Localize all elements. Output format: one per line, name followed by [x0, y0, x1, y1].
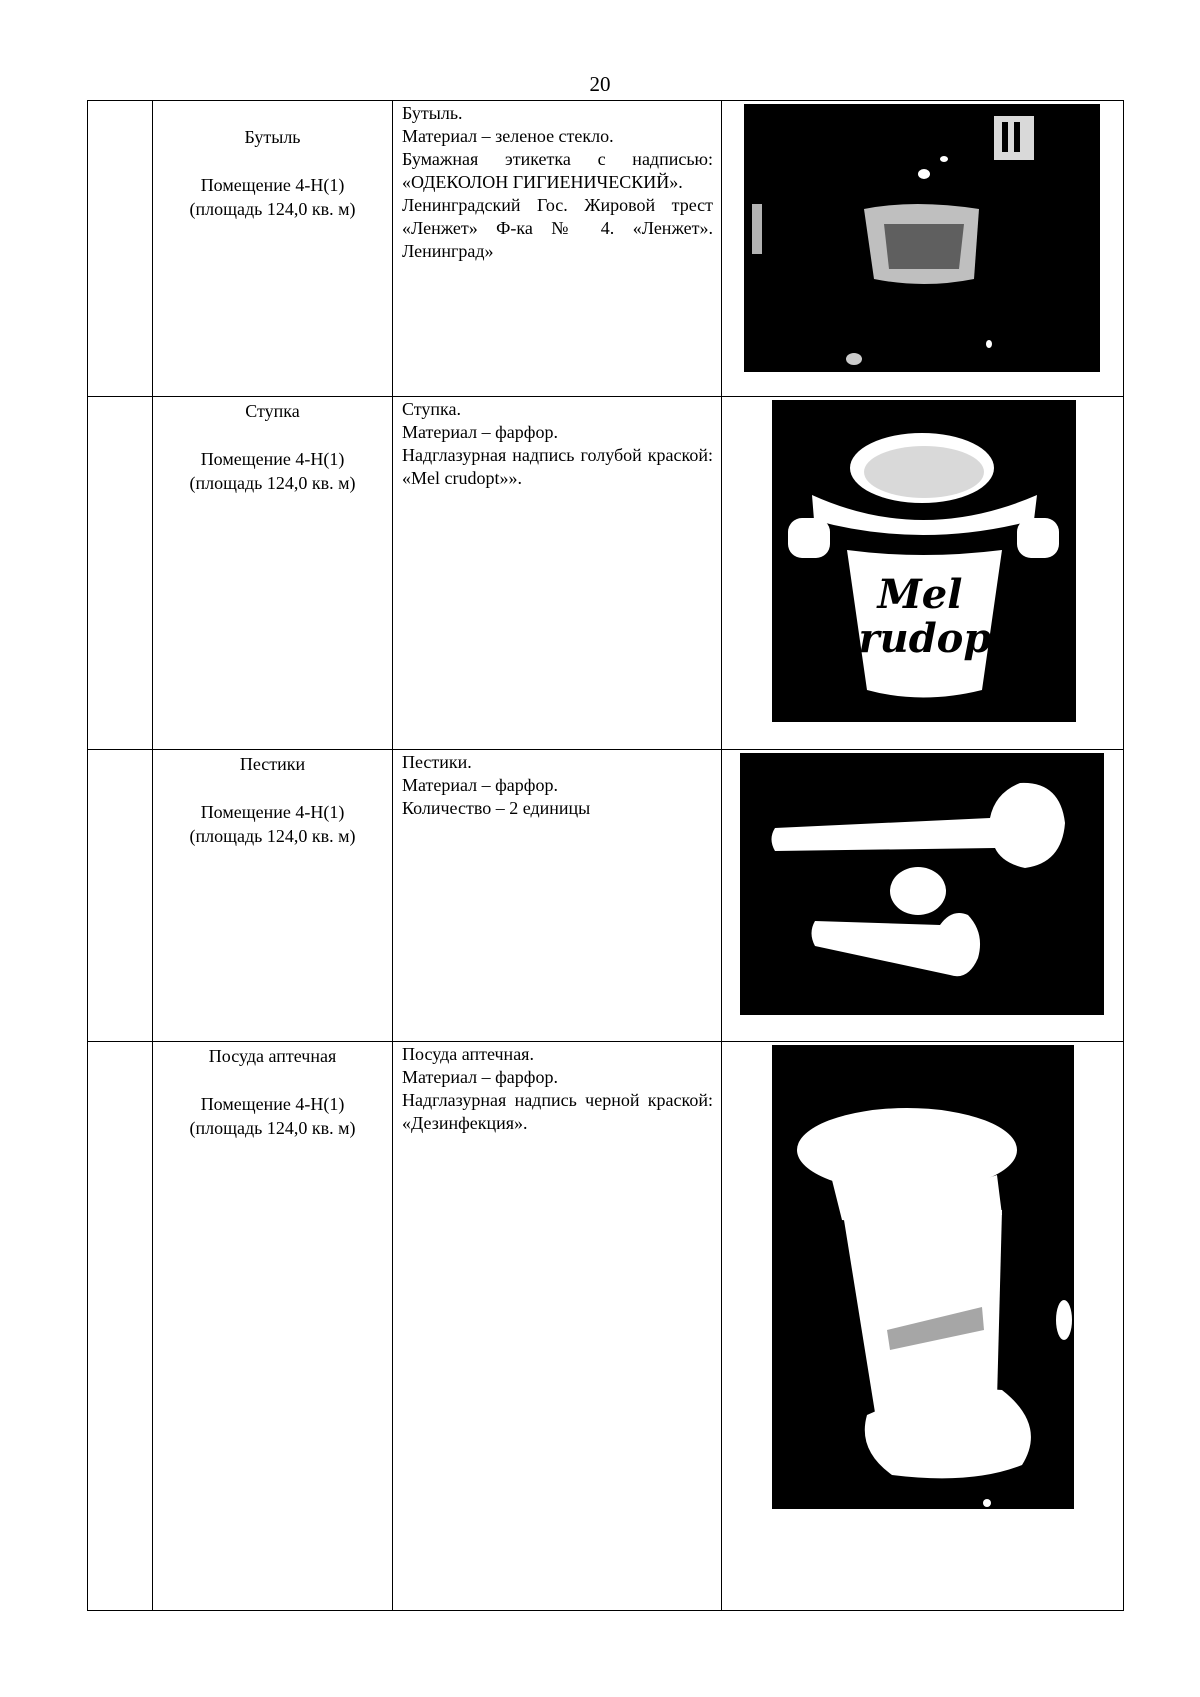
photo-cell	[722, 1042, 1124, 1611]
number-cell	[88, 750, 153, 1042]
photo-cell	[722, 750, 1124, 1042]
pestles-photo	[740, 753, 1104, 1015]
inventory-table	[87, 100, 1124, 1611]
item-name-cell	[153, 1042, 393, 1611]
photo-cell	[722, 101, 1124, 397]
table-row	[88, 750, 1124, 1042]
description-line: Бумажная этикетка с надписью: «ОДЕКОЛОН ГИГИЕНИЧЕСКИЙ».	[402, 149, 713, 192]
table-row	[88, 101, 1124, 397]
item-description-cell	[393, 397, 722, 750]
description-line: Материал – фарфор.	[402, 422, 558, 442]
item-name: Пестики	[239, 754, 306, 774]
mortar-photo	[772, 400, 1076, 722]
item-name: Посуда аптечная	[208, 1046, 337, 1066]
item-description-cell	[393, 1042, 722, 1611]
photo-cell	[722, 397, 1124, 750]
description-line: Бутыль.	[402, 103, 463, 123]
item-area: (площадь 124,0 кв. м)	[189, 1118, 356, 1138]
number-cell	[88, 101, 153, 397]
item-area: (площадь 124,0 кв. м)	[189, 826, 356, 846]
description-line: Ступка.	[402, 399, 461, 419]
table-row	[88, 397, 1124, 750]
bottle-photo-image	[744, 104, 1100, 372]
table-row	[88, 1042, 1124, 1611]
item-name: Ступка	[245, 401, 300, 421]
item-name-cell	[153, 397, 393, 750]
page-number: 20	[589, 72, 611, 96]
description-line: Материал – фарфор.	[402, 1067, 558, 1087]
description-line: Материал – зеленое стекло.	[402, 126, 614, 146]
item-name: Бутыль	[244, 127, 301, 147]
pharmacy-vessel-photo-image	[772, 1045, 1074, 1509]
description-line: Пестики.	[402, 752, 472, 772]
description-line: Материал – фарфор.	[402, 775, 558, 795]
item-room: Помещение 4-Н(1)	[200, 449, 345, 469]
pestles-photo-image	[740, 753, 1104, 1015]
item-room: Помещение 4-Н(1)	[200, 175, 345, 195]
number-cell	[88, 397, 153, 750]
description-line: Посуда аптечная.	[402, 1044, 534, 1064]
mortar-inscription-line1: Mel	[877, 571, 963, 618]
description-line: Надглазурная надпись голубой краской: «Mel crudopt»».	[402, 445, 713, 488]
item-area: (площадь 124,0 кв. м)	[189, 199, 356, 219]
item-name-cell	[153, 101, 393, 397]
pharmacy-vessel-photo	[772, 1045, 1074, 1509]
number-cell	[88, 1042, 153, 1611]
item-name-cell	[153, 750, 393, 1042]
item-area: (площадь 124,0 кв. м)	[189, 473, 356, 493]
item-room: Помещение 4-Н(1)	[200, 1094, 345, 1114]
mortar-inscription-line2: crudopt	[834, 615, 1010, 662]
item-description-cell	[393, 750, 722, 1042]
item-room: Помещение 4-Н(1)	[200, 802, 345, 822]
description-line: Количество – 2 единицы	[402, 798, 591, 818]
bottle-photo	[744, 104, 1100, 372]
mortar-photo-image	[772, 400, 1076, 722]
description-line: Ленинградский Гос. Жировой трест «Ленжет» Ф-ка № 4. «Ленжет». Ленинград»	[402, 195, 713, 261]
description-line: Надглазурная надпись черной краской: «Дезинфекция».	[402, 1090, 713, 1133]
item-description-cell	[393, 101, 722, 397]
